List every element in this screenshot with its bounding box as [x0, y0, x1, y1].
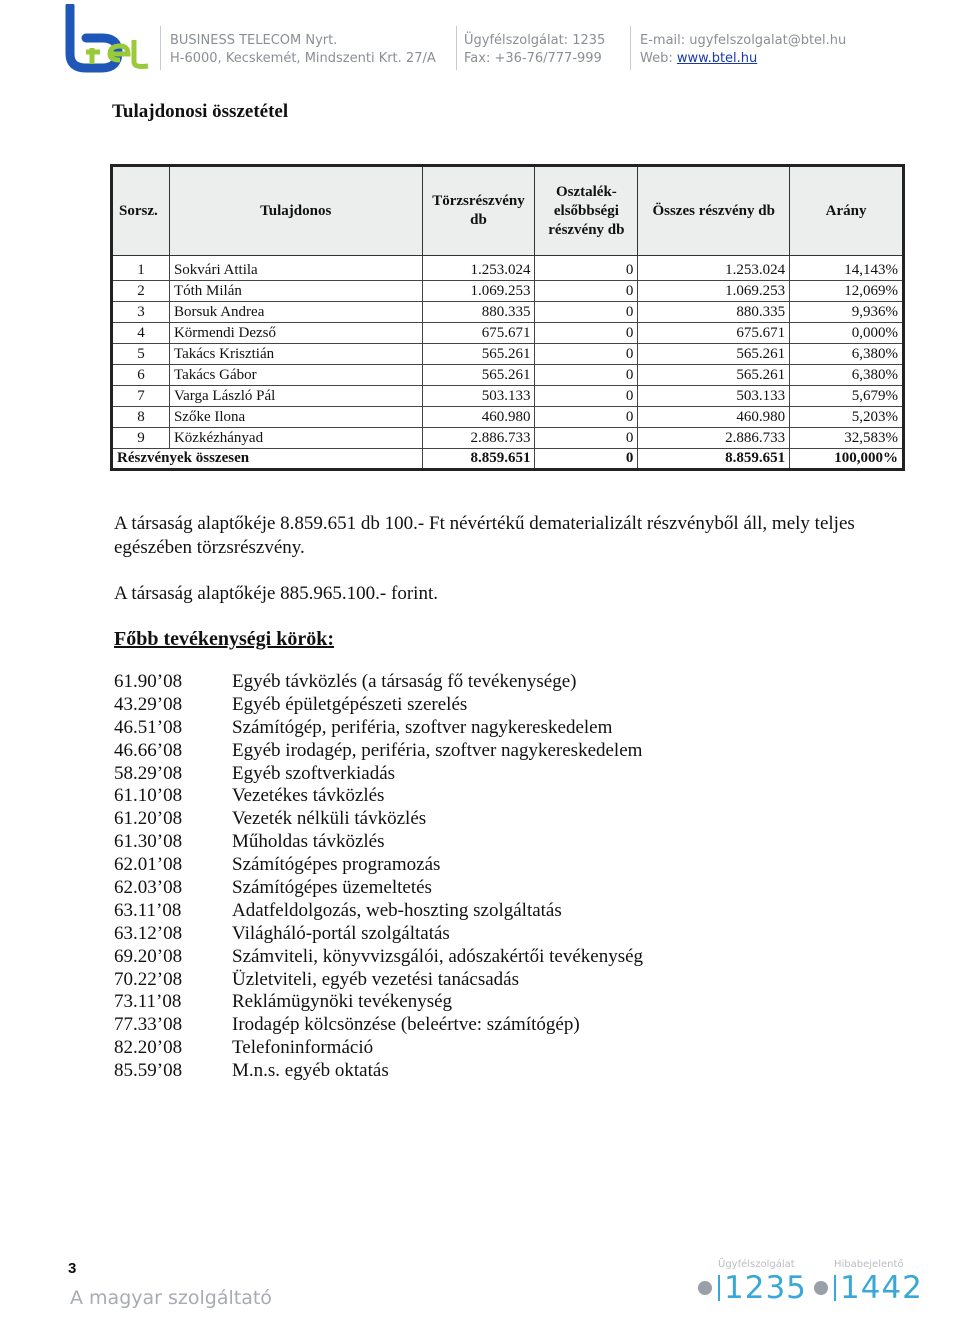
- ownership-table: [110, 164, 905, 471]
- company-address: H-6000, Kecskemét, Mindszenti Krt. 27/A: [170, 51, 436, 66]
- preferred-shares: 0: [535, 344, 638, 365]
- share-ratio: 6,380%: [790, 365, 904, 386]
- divider-bar: [718, 1275, 720, 1301]
- activity-description: M.n.s. egyéb oktatás: [232, 1060, 389, 1082]
- activity-code: 63.12’08: [114, 922, 183, 944]
- row-number: 6: [112, 365, 170, 386]
- activity-code: 61.10’08: [114, 785, 183, 807]
- activity-description: Egyéb épületgépészeti szerelés: [232, 693, 468, 715]
- divider-bar: [834, 1275, 836, 1301]
- row-number: 7: [112, 386, 170, 407]
- activity-code: 61.20’08: [114, 808, 183, 830]
- col-header-no: Sorsz.: [112, 166, 170, 256]
- activity-code: 61.90’08: [114, 671, 183, 692]
- service-label: Ügyfélszolgálat: [718, 1259, 795, 1270]
- owner-name: Takács Gábor: [169, 365, 422, 386]
- total-shares: 503.133: [638, 386, 790, 407]
- activity-item: [114, 923, 643, 946]
- owner-name: Sokvári Attila: [169, 256, 422, 281]
- phone-icon: [698, 1281, 712, 1295]
- web-link[interactable]: www.btel.hu: [676, 51, 758, 66]
- activity-description: Irodagép kölcsönzése (beleértve: számítógép): [232, 1014, 580, 1036]
- total-shares: 565.261: [638, 365, 790, 386]
- row-number: 1: [112, 256, 170, 281]
- activity-item: [114, 671, 643, 694]
- owner-name: Varga László Pál: [169, 386, 422, 407]
- total-ordinary: 8.859.651: [422, 449, 535, 470]
- owner-name: Borsuk Andrea: [169, 302, 422, 323]
- activity-description: Üzletviteli, egyéb vezetési tanácsadás: [232, 968, 519, 990]
- owner-name: Tóth Milán: [169, 281, 422, 302]
- activity-item: [114, 808, 643, 831]
- header-contact-block: [464, 32, 605, 68]
- activity-description: Műholdas távközlés: [232, 831, 385, 853]
- fault-label: Hibabejelentő: [834, 1259, 904, 1270]
- total-shares: 565.261: [638, 344, 790, 365]
- footer-slogan: A magyar szolgáltató: [70, 1287, 272, 1309]
- page-title: Tulajdonosi összetétel: [112, 101, 289, 122]
- activity-description: Telefoninformáció: [232, 1037, 374, 1059]
- table-row: [112, 407, 904, 428]
- col-header-owner: Tulajdonos: [169, 166, 422, 256]
- row-number: 4: [112, 323, 170, 344]
- table-row: [112, 302, 904, 323]
- activity-code: 58.29’08: [114, 762, 183, 784]
- ordinary-shares: 565.261: [422, 344, 535, 365]
- owner-name: Takács Krisztián: [169, 344, 422, 365]
- activity-description: Reklámügynöki tevékenység: [232, 991, 453, 1013]
- activity-item: [114, 877, 643, 900]
- activity-code: 46.51’08: [114, 716, 183, 738]
- activity-description: Egyéb szoftverkiadás: [232, 762, 396, 784]
- activity-description: Egyéb távközlés (a társaság fő tevékenysége): [232, 671, 577, 692]
- total-shares: 880.335: [638, 302, 790, 323]
- service-hotline: [698, 1259, 807, 1306]
- col-header-ratio: Arány: [790, 166, 904, 256]
- activity-item: [114, 1037, 643, 1060]
- activity-description: Adatfeldolgozás, web-hoszting szolgáltatás: [232, 899, 562, 921]
- header-online-block: [640, 32, 846, 68]
- company-name: BUSINESS TELECOM Nyrt.: [170, 33, 338, 48]
- row-number: 5: [112, 344, 170, 365]
- header-divider: [456, 26, 457, 70]
- total-shares: 8.859.651: [638, 449, 790, 470]
- col-header-preferred: Osztalék-elsőbbségi részvény db: [535, 166, 638, 256]
- btel-logo: [62, 4, 154, 74]
- total-shares: 675.671: [638, 323, 790, 344]
- ordinary-shares: 460.980: [422, 407, 535, 428]
- phone-text: Ügyfélszolgálat: 1235: [464, 33, 606, 48]
- fax-text: Fax: +36-76/777-999: [464, 51, 602, 66]
- activity-item: [114, 785, 643, 808]
- activity-description: Számítógépes üzemeltetés: [232, 877, 432, 899]
- share-ratio: 12,069%: [790, 281, 904, 302]
- row-number: 8: [112, 407, 170, 428]
- table-row: [112, 281, 904, 302]
- activity-description: Számviteli, könyvvizsgálói, adószakértői tevékenység: [232, 945, 644, 967]
- owner-name: Szőke Ilona: [169, 407, 422, 428]
- activity-item: [114, 763, 643, 786]
- owner-name: Körmendi Dezső: [169, 323, 422, 344]
- table-row: [112, 344, 904, 365]
- share-ratio: 14,143%: [790, 256, 904, 281]
- activity-code: 85.59’08: [114, 1060, 183, 1082]
- share-ratio: 9,936%: [790, 302, 904, 323]
- activity-code: 73.11’08: [114, 991, 182, 1013]
- page-number: 3: [68, 1260, 77, 1277]
- activity-code: 61.30’08: [114, 831, 183, 853]
- activity-description: Világháló-portál szolgáltatás: [232, 922, 450, 944]
- preferred-shares: 0: [535, 256, 638, 281]
- total-shares: 2.886.733: [638, 428, 790, 449]
- activity-item: [114, 831, 643, 854]
- total-shares: 1.069.253: [638, 281, 790, 302]
- share-ratio: 5,679%: [790, 386, 904, 407]
- table-total-row: [112, 449, 904, 470]
- activity-code: 77.33’08: [114, 1014, 183, 1036]
- total-label: Részvények összesen: [112, 449, 423, 470]
- activity-code: 63.11’08: [114, 899, 182, 921]
- capital-paragraph: A társaság alaptőkéje 8.859.651 db 100.- Ft névértékű dematerializált részvényből áll, mely teljes egészében törzsrészvény.: [114, 513, 855, 558]
- fault-hotline: [814, 1259, 923, 1306]
- activity-item: [114, 717, 643, 740]
- owner-name: Közkézhányad: [169, 428, 422, 449]
- activity-description: Számítógép, periféria, szoftver nagykereskedelem: [232, 716, 613, 738]
- activity-item: [114, 991, 643, 1014]
- table-row: [112, 365, 904, 386]
- row-number: 9: [112, 428, 170, 449]
- ordinary-shares: 1.069.253: [422, 281, 535, 302]
- service-number: 1235: [724, 1270, 807, 1306]
- col-header-total: Összes részvény db: [638, 166, 790, 256]
- col-header-ordinary: Törzsrészvény db: [422, 166, 535, 256]
- header-divider: [630, 26, 631, 70]
- activity-item: [114, 946, 643, 969]
- ordinary-shares: 565.261: [422, 365, 535, 386]
- total-ratio: 100,000%: [790, 449, 904, 470]
- activity-code: 46.66’08: [114, 739, 183, 761]
- table-header-row: [112, 166, 904, 256]
- preferred-shares: 0: [535, 281, 638, 302]
- activity-code: 43.29’08: [114, 693, 183, 715]
- ordinary-shares: 1.253.024: [422, 256, 535, 281]
- preferred-shares: 0: [535, 428, 638, 449]
- share-ratio: 0,000%: [790, 323, 904, 344]
- preferred-shares: 0: [535, 323, 638, 344]
- table-row: [112, 323, 904, 344]
- ordinary-shares: 675.671: [422, 323, 535, 344]
- header-company-block: [170, 32, 436, 68]
- ordinary-shares: 503.133: [422, 386, 535, 407]
- table-row: [112, 428, 904, 449]
- share-ratio: 32,583%: [790, 428, 904, 449]
- ordinary-shares: 880.335: [422, 302, 535, 323]
- total-preferred: 0: [535, 449, 638, 470]
- activity-description: Vezetékes távközlés: [232, 785, 385, 807]
- activity-description: Vezeték nélküli távközlés: [232, 808, 427, 830]
- activity-item: [114, 1060, 643, 1083]
- activity-code: 62.01’08: [114, 854, 183, 876]
- activity-description: Egyéb irodagép, periféria, szoftver nagykereskedelem: [232, 739, 643, 761]
- total-shares: 1.253.024: [638, 256, 790, 281]
- share-ratio: 5,203%: [790, 407, 904, 428]
- header-divider: [160, 26, 161, 70]
- activity-description: Számítógépes programozás: [232, 854, 441, 876]
- alert-icon: [814, 1281, 828, 1295]
- activity-code: 70.22’08: [114, 968, 183, 990]
- fault-number: 1442: [840, 1270, 923, 1306]
- activity-item: [114, 969, 643, 992]
- preferred-shares: 0: [535, 386, 638, 407]
- preferred-shares: 0: [535, 302, 638, 323]
- table-row: [112, 386, 904, 407]
- activity-item: [114, 900, 643, 923]
- preferred-shares: 0: [535, 407, 638, 428]
- activity-code: 69.20’08: [114, 945, 183, 967]
- preferred-shares: 0: [535, 365, 638, 386]
- activity-item: [114, 740, 643, 763]
- ordinary-shares: 2.886.733: [422, 428, 535, 449]
- activities-list: [114, 671, 643, 1083]
- row-number: 3: [112, 302, 170, 323]
- activities-heading: Főbb tevékenységi körök:: [114, 628, 334, 650]
- activity-item: [114, 854, 643, 877]
- total-shares: 460.980: [638, 407, 790, 428]
- email-text: E-mail: ugyfelszolgalat@btel.hu: [640, 33, 847, 48]
- activity-item: [114, 1014, 643, 1037]
- activity-code: 62.03’08: [114, 877, 183, 899]
- table-row: [112, 256, 904, 281]
- web-label: Web:: [640, 51, 673, 66]
- share-ratio: 6,380%: [790, 344, 904, 365]
- capital-amount-paragraph: A társaság alaptőkéje 885.965.100.- forint.: [114, 583, 438, 604]
- row-number: 2: [112, 281, 170, 302]
- activity-code: 82.20’08: [114, 1037, 183, 1059]
- activity-item: [114, 694, 643, 717]
